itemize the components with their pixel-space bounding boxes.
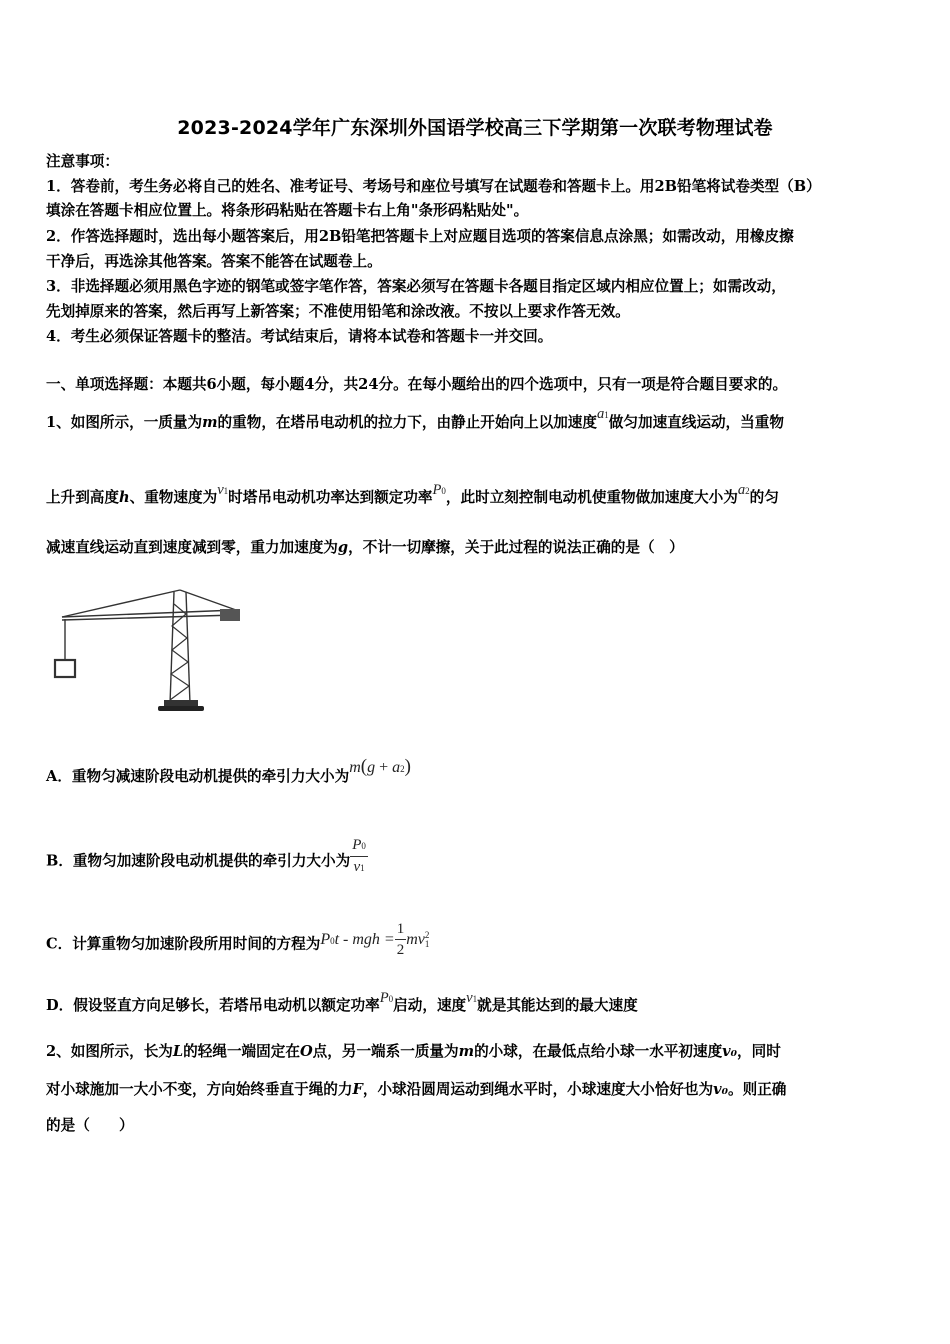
fraction-one-half: $\frac{1}{2}$: [396, 921, 405, 958]
q1-line-1: 1、如图所示，一质量为m的重物，在塔吊电动机的拉力下，由静止开始向上以加速度a1做匀加速直线运动，当重物: [46, 406, 784, 431]
q1-option-b: B．重物匀加速阶段电动机提供的牵引力大小为 $\frac{P0}{v1}$: [46, 840, 906, 883]
q2-line-3: 的是（ ）: [46, 1117, 134, 1134]
load-box: [55, 660, 75, 677]
q1-option-a: A．重物匀减速阶段电动机提供的牵引力大小为m(g + a2): [46, 756, 411, 785]
page-title: 2023-2024学年广东深圳外国语学校高三下学期第一次联考物理试卷: [177, 117, 773, 139]
fraction-p0-over-v1: $\frac{P0}{v1}$: [352, 837, 366, 875]
q1-option-c: C．计算重物匀加速阶段所用时间的方程为P0t - mgh = $\frac{1}{2}$ mv 2 1: [46, 921, 430, 958]
tower-crane-figure: [48, 582, 248, 717]
section-heading: 一、单项选择题：本题共6小题，每小题4分，共24分。在每小题给出的四个选项中，只有一项是符合题目要求的。: [46, 376, 788, 393]
notice-heading: 注意事项：: [46, 153, 119, 170]
notice-line-6: 先划掉原来的答案，然后再写上新答案；不准使用铅笔和涂改液。不按以上要求作答无效。: [46, 303, 630, 320]
notice-line-2: 填涂在答题卡相应位置上。将条形码粘贴在答题卡右上角"条形码粘贴处"。: [46, 202, 529, 219]
q2-line-1: 2、如图所示，长为L的轻绳一端固定在O点，另一端系一质量为m的小球，在最低点给小球一水平初速度v₀，同时: [46, 1043, 781, 1060]
q1-option-d: D．假设竖直方向足够长，若塔吊电动机以额定功率P0启动，速度v1就是其能达到的最大速度: [46, 990, 638, 1014]
notice-line-3: 2．作答选择题时，选出每小题答案后，用2B铅笔把答题卡上对应题目选项的答案信息点涂黑；如需改动，用橡皮擦: [46, 228, 794, 245]
notice-line-1: 1．答卷前，考生务必将自己的姓名、准考证号、考场号和座位号填写在试题卷和答题卡上。用2B铅笔将试卷类型（B）: [46, 178, 821, 195]
q1-line-2: 上升到高度h、重物速度为v1时塔吊电动机功率达到额定功率P0，此时立刻控制电动机使重物做加速度大小为a2的匀: [46, 482, 779, 506]
crane-foot: [158, 706, 204, 711]
notice-line-5: 3．非选择题必须用黑色字迹的钢笔或签字笔作答，答案必须写在答题卡各题目指定区域内相应位置上；如需改动，: [46, 278, 786, 295]
notice-line-4: 干净后，再选涂其他答案。答案不能答在试题卷上。: [46, 253, 382, 270]
q1-line-3: 减速直线运动直到速度减到零，重力加速度为g，不计一切摩擦，关于此过程的说法正确的是（ ）: [46, 539, 684, 556]
counterweight-block: [220, 609, 240, 621]
notice-line-7: 4．考生必须保证答题卡的整洁。考试结束后，请将本试卷和答题卡一并交回。: [46, 328, 553, 345]
q2-line-2: 对小球施加一大小不变，方向始终垂直于绳的力F，小球沿圆周运动到绳水平时，小球速度大小恰好也为v₀。则正确: [46, 1081, 787, 1098]
